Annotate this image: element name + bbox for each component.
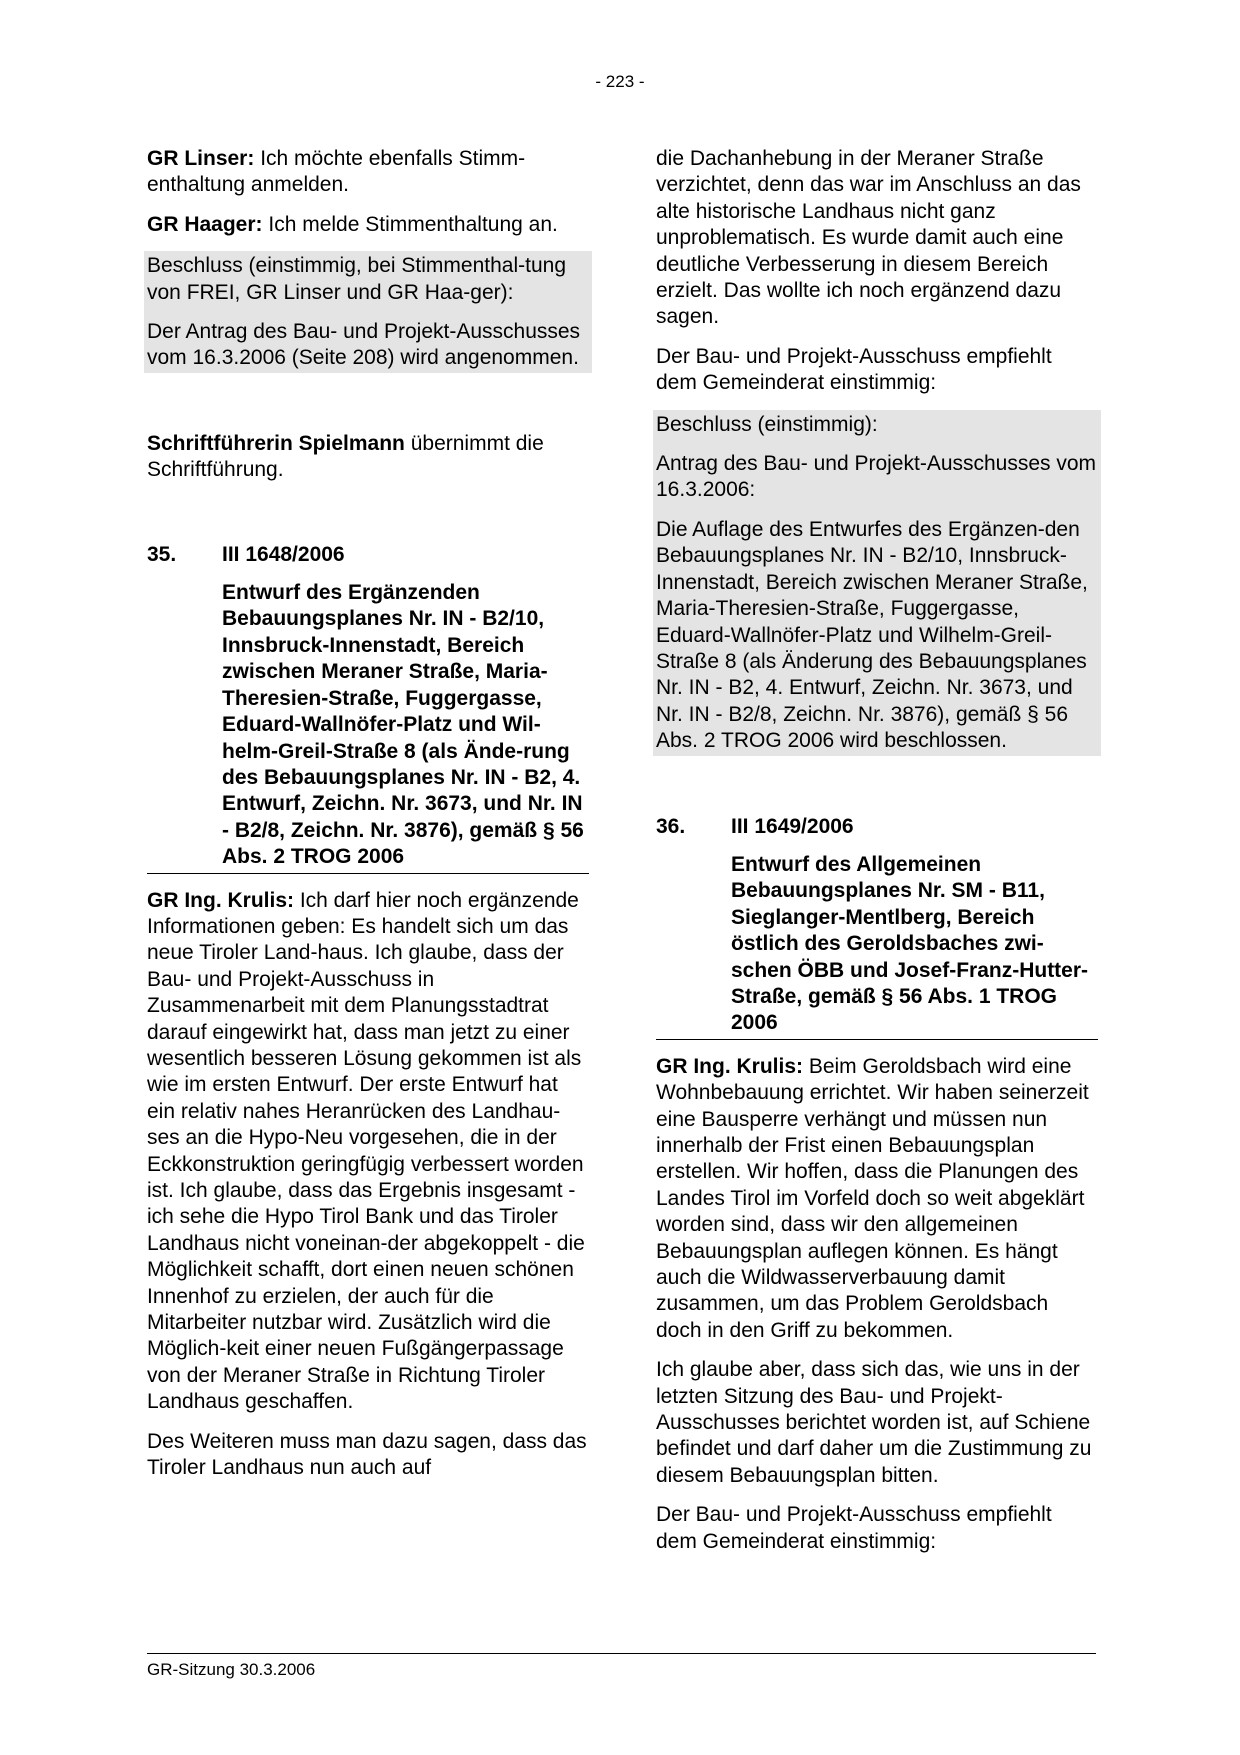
statement-linser bbox=[147, 146, 589, 199]
statement-krulis bbox=[147, 888, 589, 1416]
left-column bbox=[147, 146, 589, 1494]
secretary-note bbox=[147, 431, 589, 484]
item-number: 35. bbox=[147, 542, 177, 566]
continuation-paragraph: Des Weiteren muss man dazu sagen, dass das Tiroler Landhaus nun auch auf bbox=[147, 1429, 587, 1480]
right-column bbox=[656, 146, 1098, 1568]
carryover-paragraph: die Dachanhebung in der Meraner Straße verzichtet, denn das war im Anschluss an das alte historische Landhaus nicht ganz unproblematisch. Es wurde damit auch eine deutliche Verbesserung in diesem Bereich erzielt. Das wollte ich noch ergänzend dazu sagen. bbox=[656, 147, 1081, 329]
statement-krulis bbox=[656, 1054, 1098, 1344]
footer-session: GR-Sitzung 30.3.2006 bbox=[147, 1660, 316, 1679]
agenda-item-35 bbox=[147, 542, 589, 873]
item-reference: III 1649/2006 bbox=[731, 814, 854, 838]
resolution-box bbox=[144, 251, 592, 373]
resolution-label: Beschluss (einstimmig, bei Stimmenthal-tung von FREI, GR Linser und GR Haa-ger): bbox=[147, 254, 566, 304]
item-title: Entwurf des Allgemeinen Bebauungsplanes Nr. SM - B11, Sieglanger-Mentlberg, Bereich östlich des Geroldsbaches zwi-schen ÖBB und Josef-Franz-Hutter-Straße, gemäß § 56 Abs. 1 TROG 2006 bbox=[731, 852, 1089, 1035]
page-number: - 223 - bbox=[595, 72, 645, 91]
resolution-label: Beschluss (einstimmig): bbox=[656, 412, 878, 436]
footer-rule bbox=[147, 1653, 1096, 1654]
item-reference: III 1648/2006 bbox=[222, 542, 345, 566]
paragraph: Ich glaube aber, dass sich das, wie uns in der letzten Sitzung des Bau- und Projekt-Ausschusses berichtet worden ist, auf Schiene befindet und darf daher um die Zustimmung zu diesem Bebauungsplan bitten. bbox=[656, 1358, 1092, 1487]
statement-text: Ich melde Stimmenthaltung an. bbox=[262, 212, 558, 236]
speaker-name: GR Linser: bbox=[147, 147, 255, 170]
statement-text: Ich darf hier noch ergänzende Informationen geben: Es handelt sich um das neue Tiroler Land-haus. Ich glaube, dass der Bau- und Projekt-Ausschuss in Zusammenarbeit mit dem Planungsstadtrat darauf eingewirkt hat, dass man jetzt zu einer wesentlich besseren Lösung gekommen ist als wie im ersten Entwurf. Der erste Entwurf hat ein relativ nahes Heranrücken des Landhau-ses an die Hypo-Neu vorgesehen, die in der Eckkonstruktion geringfügig verbessert worden ist. Ich glaube, dass das Ergebnis insgesamt - ich sehe die Hypo Tirol Bank und das Tiroler Landhaus nicht voneinan-der abgekoppelt - die Möglichkeit schafft, dort einen neuen schönen Innenhof zu erzielen, der auch für die Mitarbeiter nutzbar wird. Zusätzlich wird die Möglich-keit einer neuen Fußgängerpassage von der Meraner Straße in Richtung Tiroler Landhaus geschaffen. bbox=[147, 888, 585, 1414]
resolution-text: Der Antrag des Bau- und Projekt-Ausschusses vom 16.3.2006 (Seite 208) wird angenommen. bbox=[147, 320, 581, 370]
secretary-text: übernimmt die Schriftführung. bbox=[147, 431, 544, 482]
agenda-item-36 bbox=[656, 814, 1098, 1039]
recommendation: Der Bau- und Projekt-Ausschuss empfiehlt dem Gemeinderat einstimmig: bbox=[656, 1503, 1052, 1553]
item-number: 36. bbox=[656, 814, 686, 838]
item-title: Entwurf des Ergänzenden Bebauungsplanes Nr. IN - B2/10, Innsbruck-Innenstadt, Bereich zwischen Meraner Straße, Maria-Theresien-Straße, Fuggergasse, Eduard-Wallnöfer-Platz und Wil-helm-Greil-Straße 8 (als Ände-rung des Bebauungsplanes Nr. IN - B2, 4. Entwurf, Zeichn. Nr. 3673, und Nr. IN - B2/8, Zeichn. Nr. 3876), gemäß § 56 Abs. 2 TROG 2006 bbox=[222, 581, 584, 869]
divider bbox=[147, 873, 589, 874]
motion-label: Antrag des Bau- und Projekt-Ausschusses vom 16.3.2006: bbox=[656, 452, 1097, 502]
recommendation: Der Bau- und Projekt-Ausschuss empfiehlt dem Gemeinderat einstimmig: bbox=[656, 344, 1052, 395]
statement-text: Ich möchte ebenfalls Stimm-enthaltung anmelden. bbox=[147, 147, 526, 197]
speaker-name: GR Ing. Krulis: bbox=[656, 1054, 803, 1078]
speaker-name: GR Ing. Krulis: bbox=[147, 888, 294, 912]
motion-text: Die Auflage des Entwurfes des Ergänzen-den Bebauungsplanes Nr. IN - B2/10, Innsbruck-Innenstadt, Bereich zwischen Meraner Straße, Maria-Theresien-Straße, Fuggergasse, Eduard-Wallnöfer-Platz und Wilhelm-Greil-Straße 8 (als Änderung des Bebauungsplanes Nr. IN - B2, 4. Entwurf, Zeichn. Nr. 3673, und Nr. IN - B2/8, Zeichn. Nr. 3876), gemäß § 56 Abs. 2 TROG 2006 wird beschlossen. bbox=[656, 517, 1088, 753]
divider bbox=[656, 1039, 1098, 1040]
statement-text: Beim Geroldsbach wird eine Wohnbebauung errichtet. Wir haben seinerzeit eine Bausperre verhängt und müssen nun innerhalb der Frist einen Bebauungsplan erstellen. Wir hoffen, dass die Planungen des Landes Tirol im Vorfeld doch so weit abgeklärt worden sind, dass wir den allgemeinen Bebauungsplan auflegen können. Es hängt auch die Wildwasserverbauung damit zusammen, um das Problem Geroldsbach doch in den Griff zu bekommen. bbox=[656, 1054, 1089, 1342]
statement-haager bbox=[147, 212, 589, 238]
secretary-name: Schriftführerin Spielmann bbox=[147, 431, 405, 455]
resolution-box bbox=[653, 410, 1101, 756]
speaker-name: GR Haager: bbox=[147, 212, 263, 236]
